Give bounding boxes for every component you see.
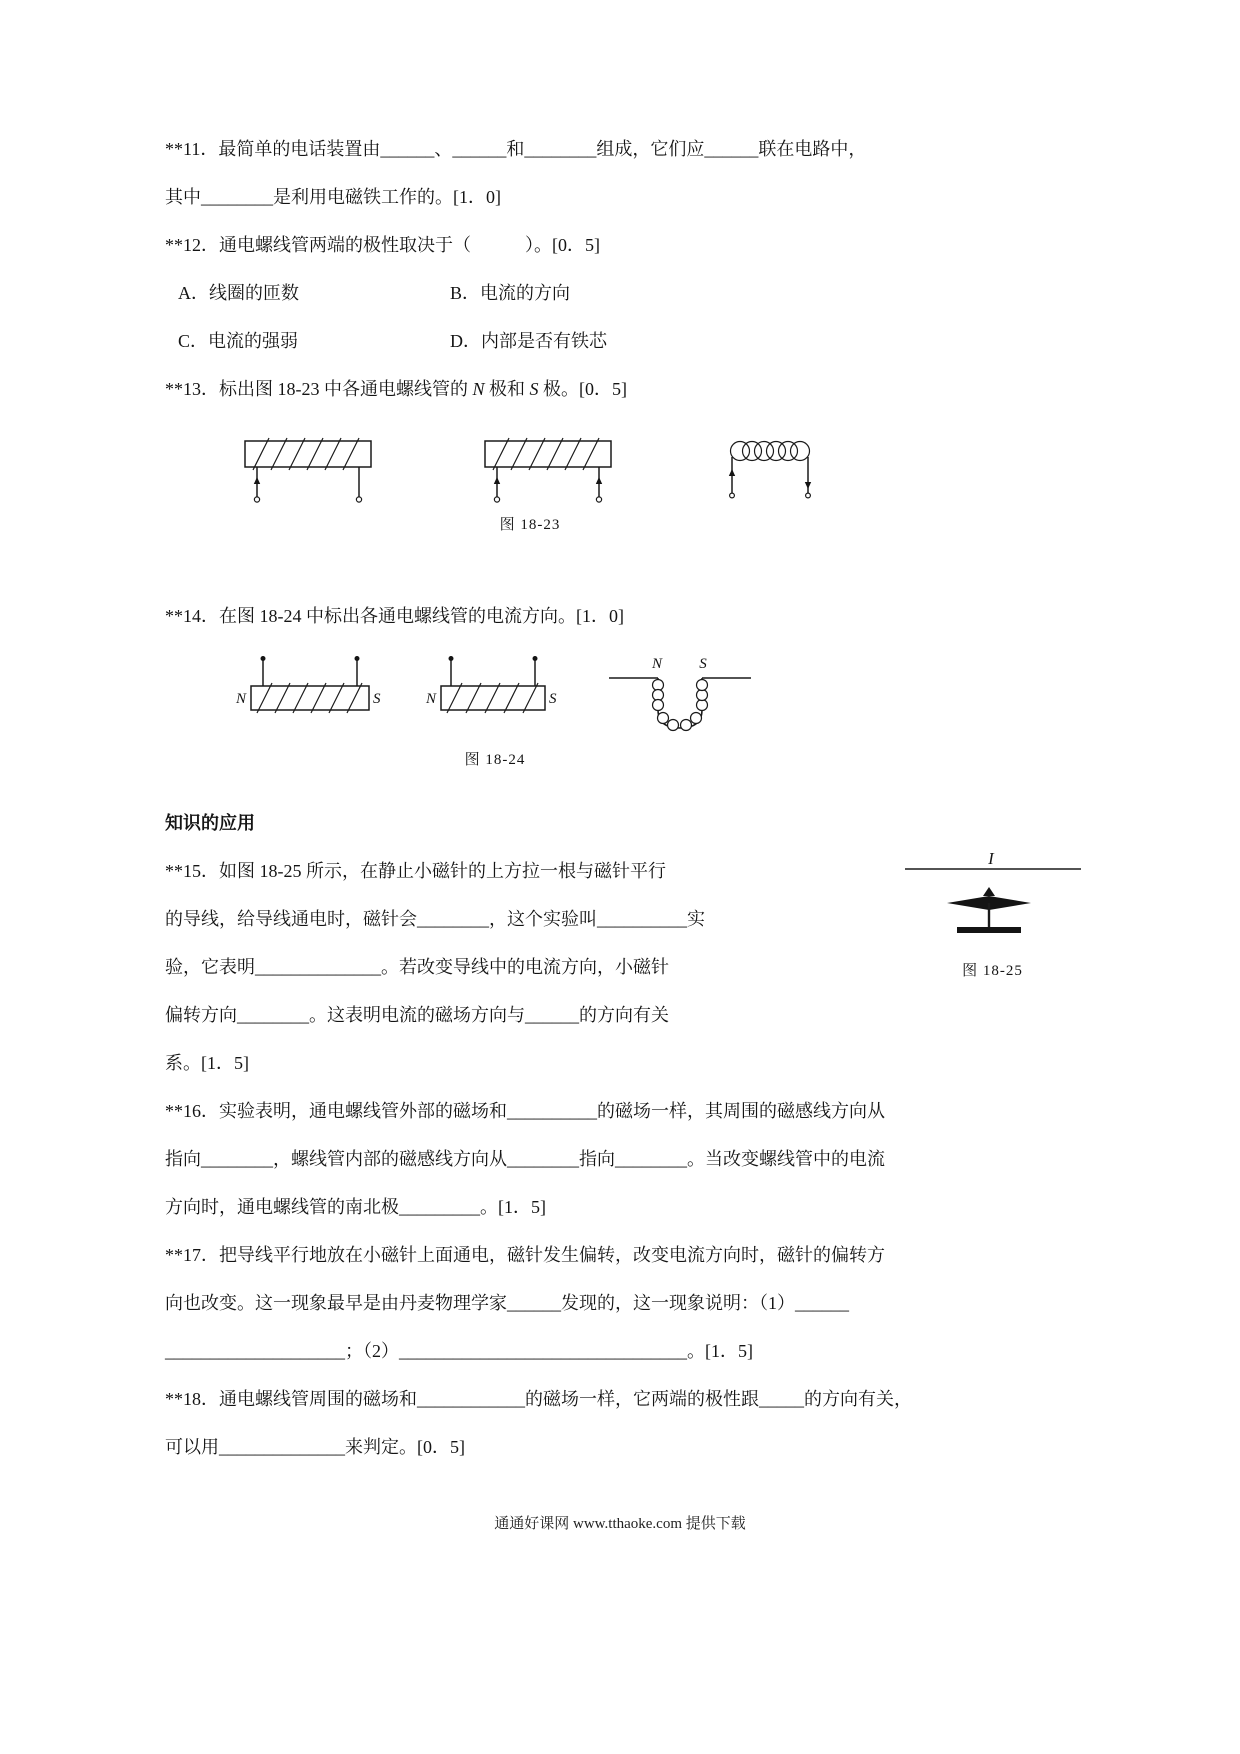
question-16-line-2: 指向________，螺线管内部的磁感线方向从________指向________。当改变螺线管中的电流	[165, 1149, 885, 1169]
stand-base-icon	[957, 927, 1021, 933]
terminal-icon	[730, 493, 735, 498]
question-17-line-3: ____________________；（2）________________________________。[1．5]	[165, 1341, 753, 1361]
question-17-line-2: 向也改变。这一现象最早是由丹麦物理学家______发现的，这一现象说明：（1）______	[165, 1293, 849, 1313]
terminal-icon	[494, 497, 499, 502]
u-shaped-coil-diagram	[605, 652, 755, 742]
question-13-stem	[165, 365, 1090, 413]
question-15-line-4: 偏转方向________。这表明电流的磁场方向与______的方向有关	[165, 1005, 669, 1025]
section-heading: 知识的应用	[165, 813, 255, 833]
figure-18-24	[235, 652, 755, 769]
current-arrow-up-icon	[729, 469, 735, 476]
figure-18-25-caption: 图 18-25	[962, 963, 1023, 979]
question-15-line-1: **15．如图 18-25 所示，在静止小磁针的上方拉一根与磁针平行	[165, 861, 666, 881]
solenoid-ns-diagram-2	[425, 652, 565, 737]
coil-loops-diagram	[715, 427, 825, 507]
pivot-cap-icon	[983, 887, 995, 896]
terminal-icon	[449, 656, 454, 661]
terminal-icon	[254, 497, 259, 502]
terminal-icon	[596, 497, 601, 502]
question-13-text-pre: **13．标出图 18-23 中各通电螺线管的	[165, 379, 473, 399]
question-12-stem: **12．通电螺线管两端的极性取决于（ ）。[0．5]	[165, 235, 600, 255]
figure-18-24-caption: 图 18-24	[464, 752, 526, 768]
figure-18-23	[235, 427, 825, 534]
figure-18-25	[895, 849, 1090, 980]
terminal-icon	[261, 656, 266, 661]
question-14-stem: **14．在图 18-24 中标出各通电螺线管的电流方向。[1．0]	[165, 606, 624, 626]
terminal-icon	[355, 656, 360, 661]
solenoid-diagram-1	[235, 427, 385, 507]
north-pole-label: N	[236, 691, 247, 707]
question-13-text-mid: 极和	[484, 379, 530, 399]
option-d: D．内部是否有铁芯	[450, 331, 607, 351]
question-13-text-post: 极。[0．5]	[538, 379, 628, 399]
south-pole-label: S	[699, 656, 707, 672]
north-pole-label: N	[426, 691, 437, 707]
terminal-icon	[533, 656, 538, 661]
question-18-line-1: **18．通电螺线管周围的磁场和____________的磁场一样，它两端的极性跟_____的方向有关，	[165, 1389, 912, 1409]
question-12-options-cd	[178, 317, 1090, 365]
question-16-line-1: **16．实验表明，通电螺线管外部的磁场和__________的磁场一样，其周围的磁感线方向从	[165, 1101, 885, 1121]
question-18-line-2: 可以用______________来判定。[0．5]	[165, 1437, 465, 1457]
south-pole-label: S	[373, 691, 381, 707]
current-label: I	[987, 849, 994, 868]
figure-18-24-row	[235, 652, 755, 742]
question-11-line-2: 其中________是利用电磁铁工作的。[1．0]	[165, 187, 501, 207]
wire-over-compass-diagram	[903, 849, 1083, 953]
current-arrow-up-icon	[596, 477, 602, 484]
south-pole-symbol: S	[529, 379, 539, 399]
figure-18-23-row	[235, 427, 825, 507]
question-11-line-1: **11．最简单的电话装置由______、______和________组成，它们应______联在电路中，	[165, 139, 867, 159]
question-15-line-5: 系。[1．5]	[165, 1053, 249, 1073]
terminal-icon	[806, 493, 811, 498]
question-15-line-2: 的导线，给导线通电时，磁针会________，这个实验叫__________实	[165, 909, 705, 929]
north-pole-symbol: N	[472, 379, 485, 399]
question-12-options-ab	[178, 269, 1090, 317]
current-arrow-up-icon	[494, 477, 500, 484]
current-arrow-up-icon	[254, 477, 260, 484]
south-pole-label: S	[549, 691, 557, 707]
option-c: C．电流的强弱	[178, 331, 299, 351]
question-17-line-1: **17．把导线平行地放在小磁针上面通电，磁针发生偏转，改变电流方向时，磁针的偏转方	[165, 1245, 885, 1265]
option-a: A．线圈的匝数	[178, 283, 299, 303]
question-15-line-3: 验，它表明______________。若改变导线中的电流方向，小磁针	[165, 957, 669, 977]
question-15	[165, 847, 1090, 1087]
figure-18-23-caption: 图 18-23	[499, 517, 561, 533]
north-pole-label: N	[651, 656, 663, 672]
footer-text: 通通好课网 www.tthaoke.com 提供下载	[494, 1516, 746, 1532]
current-arrow-down-icon	[805, 482, 811, 489]
question-16-line-3: 方向时，通电螺线管的南北极_________。[1．5]	[165, 1197, 546, 1217]
option-b: B．电流的方向	[450, 283, 571, 303]
solenoid-ns-diagram-1	[235, 652, 385, 737]
terminal-icon	[356, 497, 361, 502]
solenoid-diagram-2	[475, 427, 625, 507]
